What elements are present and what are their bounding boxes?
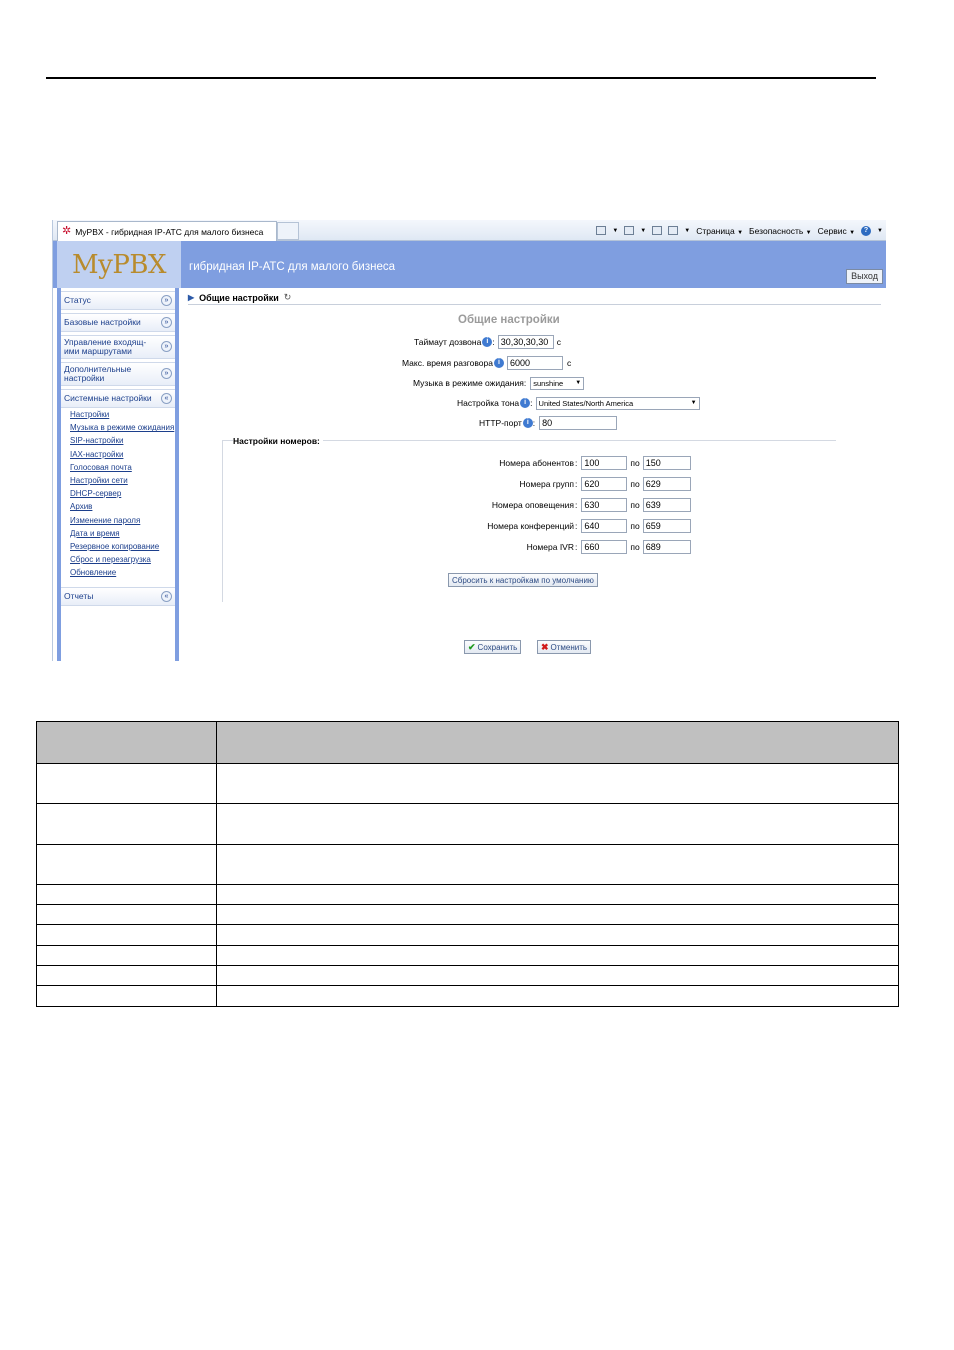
parameters-table — [36, 721, 899, 1007]
tone-select[interactable] — [536, 397, 700, 410]
table-cell — [37, 986, 217, 1007]
table-cell — [217, 966, 899, 986]
table-row — [37, 925, 899, 946]
refresh-icon[interactable]: ↻ — [283, 292, 292, 302]
submenu-item-reset[interactable]: Сброс и перезагрузка — [70, 555, 151, 565]
table-row — [37, 986, 899, 1007]
info-icon[interactable]: i — [494, 358, 504, 368]
browser-command-bar — [596, 220, 883, 241]
submenu-item-dhcp[interactable]: DHCP-сервер — [70, 489, 122, 499]
label-colon: : — [530, 398, 533, 408]
submenu-item-iax[interactable]: IAX-настройки — [70, 449, 124, 459]
menu-page-label: Страница — [696, 225, 735, 236]
save-button[interactable] — [464, 640, 521, 654]
expand-icon[interactable]: » — [161, 295, 172, 306]
numbers-fieldset-title: Настройки номеров: — [233, 436, 323, 446]
table-row — [37, 764, 899, 804]
submenu-item-archive[interactable]: Архив — [70, 502, 93, 512]
number-from-input[interactable]: 640 — [581, 519, 627, 533]
number-from-input[interactable]: 100 — [581, 456, 627, 470]
info-icon[interactable]: i — [482, 337, 492, 347]
submenu-item-backup[interactable]: Резервное копирование — [70, 541, 160, 551]
expand-icon[interactable]: » — [161, 317, 172, 328]
home-dropdown-icon[interactable]: ▼ — [612, 227, 619, 234]
chevron-down-icon: ▼ — [690, 399, 697, 406]
label-colon: : — [575, 542, 578, 552]
sidebar-item-basic[interactable] — [61, 313, 175, 332]
close-icon: ✖ — [541, 641, 549, 652]
help-dropdown-icon[interactable]: ▼ — [877, 227, 883, 234]
table-cell — [217, 946, 899, 966]
moh-label: Музыка в режиме ожидания — [413, 378, 524, 388]
sidebar-item-status[interactable] — [61, 291, 175, 310]
home-icon[interactable] — [596, 226, 606, 235]
label-colon: : — [532, 418, 536, 428]
ring-timeout-label: Таймаут дозвона — [414, 337, 482, 347]
menu-service[interactable] — [818, 226, 855, 236]
number-from-input[interactable]: 630 — [581, 498, 627, 512]
browser-tab-title: MyPBX - гибридная IP-АТС для малого бизнеса — [75, 226, 264, 237]
table-cell — [37, 966, 217, 986]
mypbx-logo — [57, 241, 181, 288]
table-cell — [37, 946, 217, 966]
panel-title: Общие настройки — [458, 314, 560, 326]
number-to-input[interactable]: 150 — [643, 456, 691, 470]
sidebar-item-routes[interactable] — [61, 335, 175, 359]
save-button-label: Сохранить — [477, 642, 518, 652]
sidebar-item-advanced[interactable] — [61, 362, 175, 386]
feeds-icon[interactable] — [624, 226, 634, 235]
sidebar-item-reports[interactable] — [61, 587, 175, 606]
number-range-row — [424, 518, 691, 534]
submenu-item-update[interactable]: Обновление — [70, 568, 117, 578]
sidebar-item-label: Статус — [64, 295, 91, 306]
label-colon: : — [575, 458, 578, 468]
number-from-input[interactable]: 620 — [581, 477, 627, 491]
number-range-row — [424, 539, 691, 555]
number-range-row — [424, 476, 691, 492]
triangle-right-icon: ▶ — [188, 293, 195, 302]
max-call-row — [402, 355, 571, 371]
ring-timeout-unit: с — [556, 337, 561, 347]
menu-service-label: Сервис — [817, 225, 847, 236]
logout-button[interactable]: Выход — [846, 269, 883, 284]
logo-text: MyPBX — [72, 249, 166, 280]
table-cell — [217, 905, 899, 925]
sidebar — [57, 288, 179, 661]
sidebar-item-label: Базовые настройки — [64, 317, 141, 328]
tone-select-value: United States/North America — [538, 398, 634, 408]
table-cell — [217, 986, 899, 1007]
favicon-icon: ✲ — [62, 225, 72, 237]
table-header-cell — [37, 722, 217, 764]
print-dropdown-icon[interactable]: ▼ — [684, 227, 691, 234]
number-to-input[interactable]: 659 — [643, 519, 691, 533]
label-colon: : — [492, 337, 495, 347]
menu-safety[interactable] — [749, 226, 812, 236]
table-cell — [217, 885, 899, 905]
mypbx-screenshot — [52, 220, 886, 661]
system-submenu — [61, 408, 175, 579]
number-range-row — [424, 497, 691, 513]
table-cell — [37, 905, 217, 925]
submenu-item-settings[interactable]: Настройки — [70, 410, 110, 419]
table-cell — [37, 885, 217, 905]
reset-defaults-button[interactable]: Сбросить к настройкам по умолчанию — [448, 573, 598, 587]
number-to-input[interactable]: 639 — [643, 498, 691, 512]
http-port-row — [479, 415, 617, 431]
feeds-dropdown-icon[interactable]: ▼ — [640, 227, 647, 234]
breadcrumb-label: Общие настройки — [199, 292, 279, 303]
sidebar-item-label: Дополнительные настройки — [64, 364, 132, 383]
info-icon[interactable]: i — [520, 398, 530, 408]
chevron-down-icon: ▼ — [737, 229, 744, 236]
help-icon[interactable]: ? — [861, 226, 871, 236]
to-label: по — [630, 521, 640, 531]
table-cell — [217, 764, 899, 804]
sidebar-item-label: Управление входящ-ими маршрутами — [64, 337, 147, 356]
browser-tab[interactable] — [57, 221, 277, 241]
http-port-label: HTTP-порт — [479, 418, 522, 428]
table-cell — [37, 764, 217, 804]
cancel-button-label: Отменить — [550, 642, 588, 652]
mail-icon[interactable] — [652, 226, 662, 235]
chevron-down-icon: ▼ — [575, 379, 582, 386]
number-to-input[interactable]: 629 — [643, 477, 691, 491]
table-row — [37, 885, 899, 905]
table-row — [37, 905, 899, 925]
app-header — [53, 241, 886, 288]
sidebar-item-label: Отчеты — [64, 591, 94, 602]
table-cell — [217, 845, 899, 885]
ring-timeout-row — [414, 334, 561, 350]
table-cell — [37, 804, 217, 845]
number-from-input[interactable]: 660 — [581, 540, 627, 554]
sidebar-item-system[interactable] — [61, 389, 175, 408]
new-tab-button[interactable] — [277, 222, 299, 240]
tone-row — [457, 395, 700, 411]
number-to-input[interactable]: 689 — [643, 540, 691, 554]
check-icon: ✔ — [468, 641, 476, 652]
expand-icon[interactable]: » — [161, 368, 172, 379]
breadcrumb — [188, 291, 881, 305]
number-range-label: Номера IVR — [526, 542, 574, 552]
print-icon[interactable] — [668, 226, 678, 235]
submenu-item-moh[interactable]: Музыка в режиме ожидания — [70, 423, 175, 433]
submenu-item-network[interactable]: Настройки сети — [70, 475, 128, 485]
http-port-input[interactable]: 80 — [539, 416, 617, 430]
moh-select[interactable] — [530, 377, 584, 390]
ring-timeout-input[interactable]: 30,30,30,30 — [498, 335, 554, 349]
label-colon: : — [575, 500, 578, 510]
submenu-item-voicemail[interactable]: Голосовая почта — [70, 462, 132, 472]
menu-page[interactable] — [696, 226, 743, 236]
table-row — [37, 845, 899, 885]
number-range-label: Номера конференций — [487, 521, 574, 531]
chevron-down-icon: ▼ — [805, 229, 812, 236]
moh-select-value: sunshine — [533, 378, 564, 388]
table-header-row — [37, 722, 899, 764]
number-range-label: Номера абонентов — [499, 458, 574, 468]
max-call-unit: с — [566, 358, 572, 368]
cancel-button[interactable] — [537, 640, 591, 654]
to-label: по — [630, 479, 640, 489]
submenu-item-password[interactable]: Изменение пароля — [70, 515, 141, 525]
header-title: гибридная IP-АТС для малого бизнеса — [189, 261, 395, 273]
moh-row — [413, 375, 584, 391]
to-label: по — [630, 542, 640, 552]
tone-label: Настройка тона — [457, 398, 520, 408]
sidebar-item-label: Системные настройки — [64, 393, 152, 404]
to-label: по — [630, 500, 640, 510]
number-range-row — [424, 455, 691, 471]
collapse-icon[interactable]: « — [161, 393, 172, 404]
table-cell — [217, 804, 899, 845]
table-header-cell — [217, 722, 899, 764]
table-cell — [37, 845, 217, 885]
label-colon: : — [523, 378, 527, 388]
browser-toolbar — [53, 220, 886, 241]
number-range-label: Номера оповещения — [491, 500, 574, 510]
table-cell — [217, 925, 899, 946]
table-row — [37, 966, 899, 986]
submenu-item-datetime[interactable]: Дата и время — [70, 528, 120, 538]
expand-icon[interactable]: » — [161, 341, 172, 352]
submenu-item-sip[interactable]: SIP-настройки — [70, 436, 124, 446]
collapse-icon[interactable]: « — [161, 591, 172, 602]
number-range-label: Номера групп — [519, 479, 574, 489]
main-content — [184, 288, 886, 661]
table-cell — [37, 925, 217, 946]
table-row — [37, 804, 899, 845]
label-colon: : — [575, 521, 578, 531]
table-row — [37, 946, 899, 966]
page-top-rule — [46, 77, 876, 79]
label-colon: : — [575, 479, 578, 489]
chevron-down-icon: ▼ — [849, 229, 856, 236]
max-call-input[interactable]: 6000 — [507, 356, 563, 370]
info-icon[interactable]: i — [523, 418, 533, 428]
max-call-label: Макс. время разговора — [402, 358, 493, 368]
to-label: по — [630, 458, 640, 468]
menu-safety-label: Безопасность — [749, 225, 804, 236]
